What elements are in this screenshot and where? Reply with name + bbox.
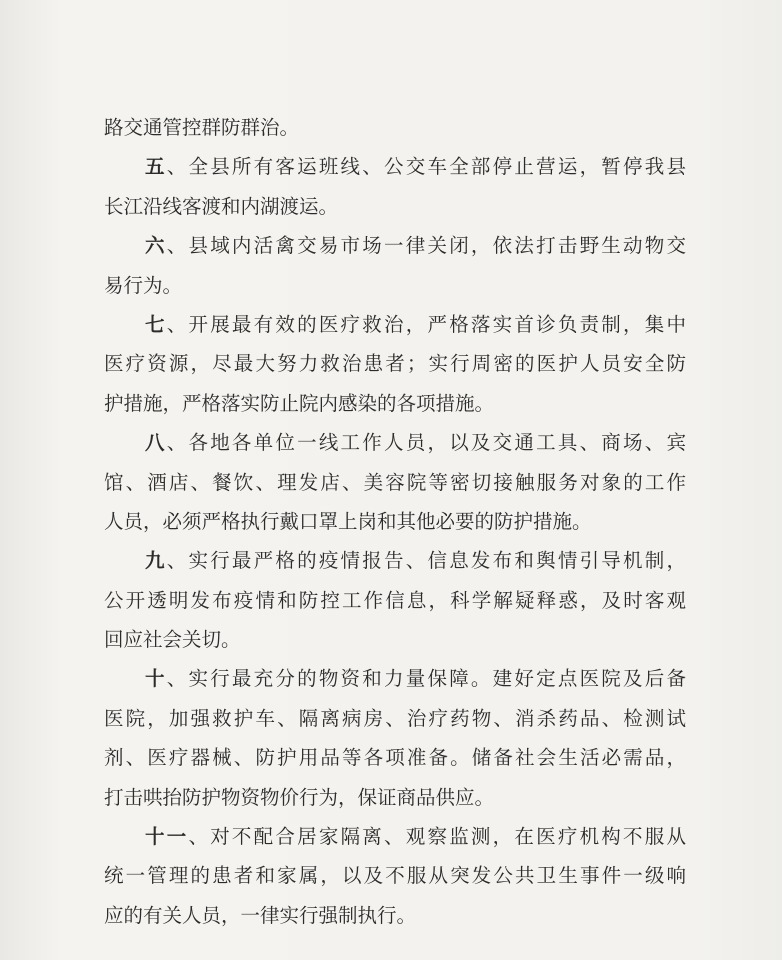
text-line	[104, 305, 686, 344]
line-text: 长江沿线客渡和内湖渡运。	[104, 194, 339, 218]
section-number: 九	[145, 549, 167, 573]
text-line	[104, 187, 686, 226]
text-line	[104, 147, 686, 186]
line-text: 公开透明发布疫情和防控工作信息，科学解疑释惑，及时客观	[104, 588, 686, 612]
line-text: 、各地各单位一线工作人员，以及交通工具、商场、宾	[166, 431, 686, 455]
line-text: 医疗资源，尽最大努力救治患者；实行周密的医护人员安全防	[104, 352, 686, 376]
text-line	[104, 463, 686, 502]
text-line	[104, 581, 686, 620]
line-text: 剂、医疗器械、防护用品等各项准备。储备社会生活必需品，	[104, 746, 686, 770]
text-line	[104, 344, 686, 383]
section-number: 十	[145, 667, 167, 691]
section-number: 六	[145, 234, 167, 258]
text-line	[104, 266, 686, 305]
text-line	[104, 738, 686, 777]
line-text: 统一管理的患者和家属，以及不服从突发公共卫生事件一级响	[104, 864, 686, 888]
line-text: 馆、酒店、餐饮、理发店、美容院等密切接触服务对象的工作	[104, 470, 686, 494]
line-text: 、对不配合居家隔离、观察监测，在医疗机构不服从	[188, 825, 686, 849]
line-text: 、实行最充分的物资和力量保障。建好定点医院及后备	[166, 667, 686, 691]
section-number: 八	[145, 431, 167, 455]
line-text: 医院，加强救护车、隔离病房、治疗药物、消杀药品、检测试	[104, 706, 686, 730]
text-line	[104, 817, 686, 856]
line-text: 路交通管控群防群治。	[104, 116, 300, 139]
text-line	[104, 620, 686, 659]
text-line	[104, 226, 686, 265]
line-text: 易行为。	[104, 273, 183, 297]
line-text: 、实行最严格的疫情报告、信息发布和舆情引导机制，	[166, 549, 686, 573]
line-text: 、县域内活禽交易市场一律关闭，依法打击野生动物交	[166, 234, 686, 258]
text-line	[104, 384, 686, 423]
line-text: 打击哄抬防护物资物价行为，保证商品供应。	[104, 785, 495, 809]
text-line	[104, 659, 686, 698]
document-body	[104, 108, 686, 935]
text-line	[104, 856, 686, 895]
section-number: 五	[145, 155, 167, 179]
line-text: 、全县所有客运班线、公交车全部停止营运，暂停我县	[166, 155, 686, 179]
section-number: 七	[145, 312, 167, 336]
text-line	[104, 108, 686, 147]
line-text: 回应社会关切。	[104, 628, 241, 652]
text-line	[104, 896, 686, 935]
line-text: 人员，必须严格执行戴口罩上岗和其他必要的防护措施。	[104, 509, 592, 533]
text-line	[104, 541, 686, 580]
line-text: 护措施，严格落实防止院内感染的各项措施。	[104, 391, 495, 415]
line-text: 、开展最有效的医疗救治，严格落实首诊负责制，集中	[166, 312, 686, 336]
text-line	[104, 699, 686, 738]
text-line	[104, 423, 686, 462]
line-text: 应的有关人员，一律实行强制执行。	[104, 903, 417, 927]
section-number: 十一	[145, 825, 189, 849]
text-line	[104, 502, 686, 541]
text-line	[104, 778, 686, 817]
